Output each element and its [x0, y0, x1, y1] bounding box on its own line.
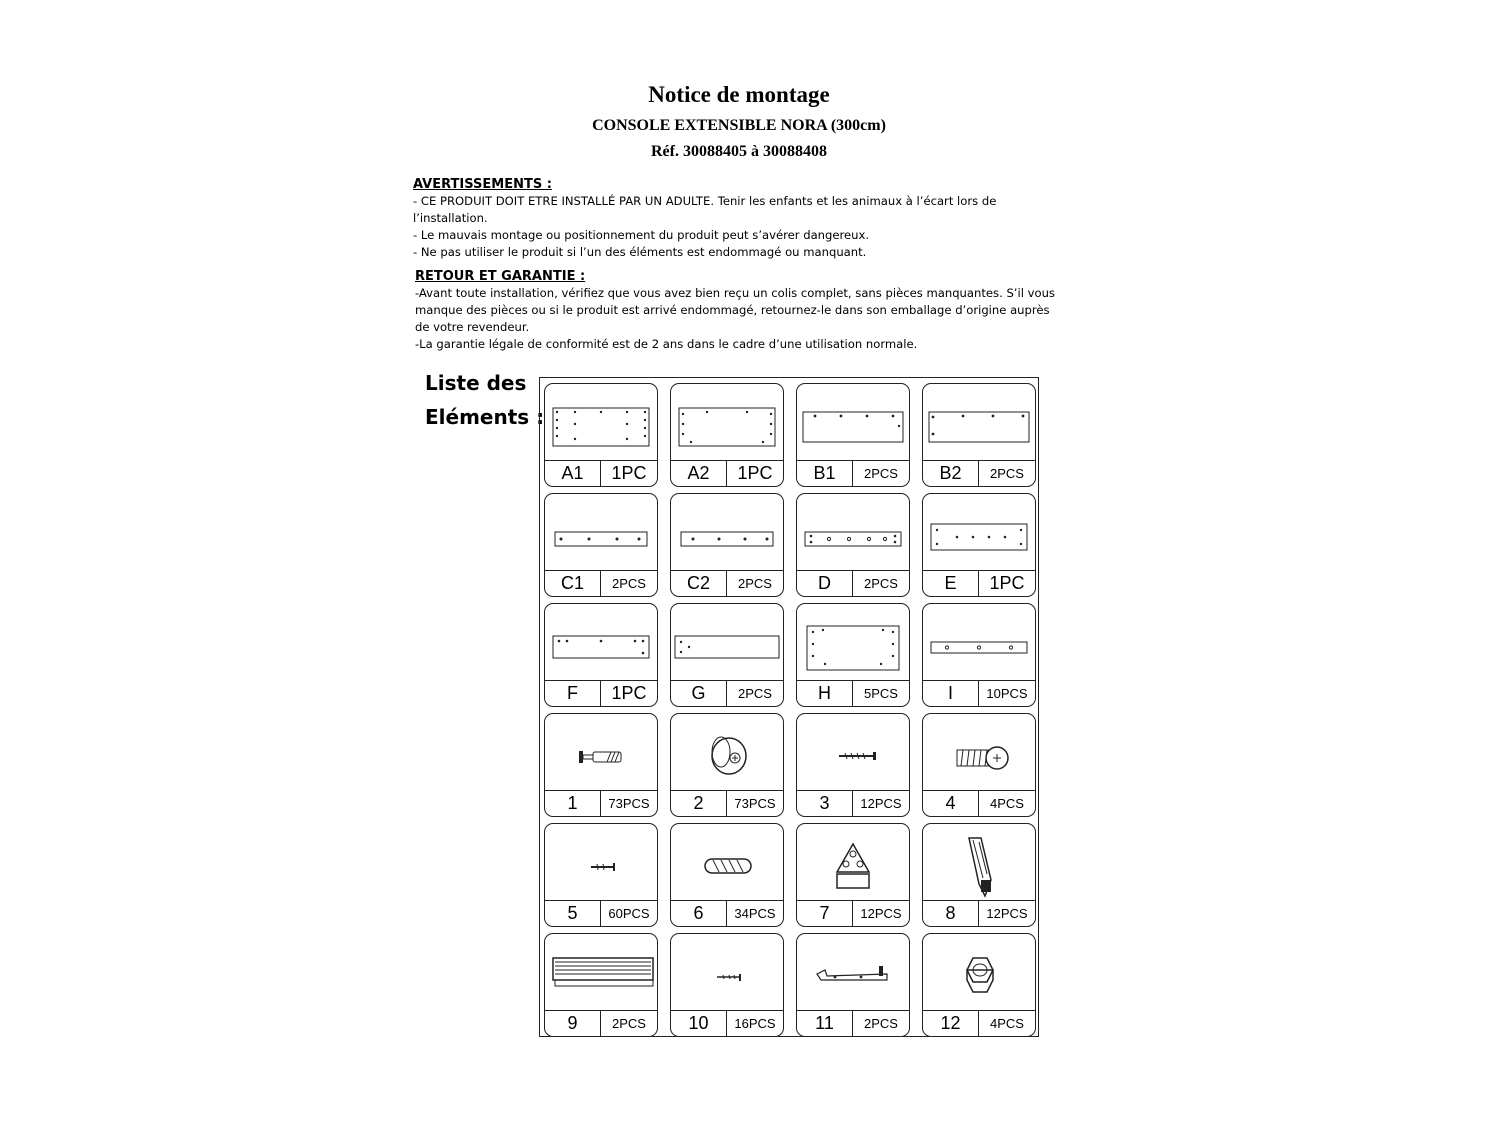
part-quantity: 2PCS — [612, 576, 646, 591]
part-label-row — [797, 570, 909, 596]
part-card — [922, 493, 1036, 597]
part-label-row — [671, 1010, 783, 1036]
part-card — [670, 493, 784, 597]
part-card — [922, 383, 1036, 487]
panel-f-icon — [545, 604, 657, 682]
part-label-row — [923, 460, 1035, 486]
warranty-title: RETOUR ET GARANTIE : — [415, 269, 586, 284]
part-card — [922, 713, 1036, 817]
warnings-section — [413, 176, 996, 261]
part-label-row — [545, 680, 657, 706]
part-label-row — [671, 790, 783, 816]
part-code: H — [797, 681, 853, 706]
panel-b2-icon — [923, 384, 1035, 462]
panel-d-icon — [797, 494, 909, 572]
part-card — [796, 933, 910, 1037]
part-label-row — [671, 460, 783, 486]
part-code: 4 — [923, 791, 979, 816]
part-code: 7 — [797, 901, 853, 926]
tiny-screw-icon — [671, 934, 783, 1012]
warranty-line: manque des pièces ou si le produit est arrivé endommagé, retournez-le dans son emballage d’origine auprès — [415, 303, 1050, 317]
panel-a1-icon — [545, 384, 657, 462]
extension-slide-icon — [545, 934, 657, 1012]
part-code: C1 — [545, 571, 601, 596]
part-label-row — [797, 680, 909, 706]
part-code: E — [923, 571, 979, 596]
part-code: 9 — [545, 1011, 601, 1036]
part-label-row — [545, 790, 657, 816]
warranty-line: de votre revendeur. — [415, 320, 530, 334]
part-quantity: 4PCS — [990, 796, 1024, 811]
part-card — [544, 383, 658, 487]
panel-b1-icon — [797, 384, 909, 462]
part-label-row — [797, 790, 909, 816]
part-label-row — [797, 1010, 909, 1036]
part-quantity: 73PCS — [734, 796, 776, 811]
part-quantity: 34PCS — [734, 906, 776, 921]
part-card — [544, 493, 658, 597]
part-code: G — [671, 681, 727, 706]
part-card — [922, 603, 1036, 707]
part-label-row — [923, 570, 1035, 596]
warning-line: - CE PRODUIT DOIT ETRE INSTALLÉ PAR UN ADULTE. Tenir les enfants et les animaux à l’écart lors de — [413, 194, 997, 208]
part-card — [670, 933, 784, 1037]
part-code: 1 — [545, 791, 601, 816]
parts-grid — [539, 377, 1039, 1037]
part-label-row — [923, 680, 1035, 706]
bracket-plate-icon — [797, 824, 909, 902]
cam-bolt-icon — [545, 714, 657, 792]
part-quantity: 2PCS — [864, 1016, 898, 1031]
part-quantity: 4PCS — [990, 1016, 1024, 1031]
panel-e-icon — [923, 494, 1035, 572]
part-card — [670, 713, 784, 817]
warranty-line: -Avant toute installation, vérifiez que vous avez bien reçu un colis complet, sans pièces manquantes. S’il vous — [415, 286, 1055, 300]
part-label-row — [671, 900, 783, 926]
product-reference: Réf. 30088405 à 30088408 — [651, 143, 827, 160]
part-label-row — [671, 570, 783, 596]
document-title: Notice de montage — [648, 82, 830, 107]
panel-i-icon — [923, 604, 1035, 682]
part-code: 3 — [797, 791, 853, 816]
part-card — [796, 603, 910, 707]
part-card — [922, 823, 1036, 927]
part-card — [670, 603, 784, 707]
panel-a2-icon — [671, 384, 783, 462]
part-code: A2 — [671, 461, 727, 486]
part-quantity: 1PC — [737, 463, 773, 483]
part-quantity: 73PCS — [608, 796, 650, 811]
part-card — [670, 823, 784, 927]
part-card — [922, 933, 1036, 1037]
part-code: I — [923, 681, 979, 706]
part-quantity: 5PCS — [864, 686, 898, 701]
cam-lock-icon — [671, 714, 783, 792]
part-card — [796, 713, 910, 817]
part-card — [544, 603, 658, 707]
part-quantity: 12PCS — [860, 906, 902, 921]
part-card — [544, 713, 658, 817]
part-label-row — [923, 790, 1035, 816]
part-label-row — [923, 900, 1035, 926]
part-quantity: 2PCS — [612, 1016, 646, 1031]
machine-screw-icon — [923, 714, 1035, 792]
product-name: CONSOLE EXTENSIBLE NORA (300cm) — [592, 117, 886, 134]
part-card — [544, 823, 658, 927]
part-label-row — [545, 460, 657, 486]
hex-nut-icon — [923, 934, 1035, 1012]
parts-list-title: Liste des Eléments : — [425, 371, 545, 429]
warning-line: - Le mauvais montage ou positionnement du produit peut s’avérer dangereux. — [413, 228, 870, 242]
part-quantity: 1PC — [611, 683, 647, 703]
part-code: 5 — [545, 901, 601, 926]
part-quantity: 1PC — [611, 463, 647, 483]
part-label-row — [545, 1010, 657, 1036]
part-code: F — [545, 681, 601, 706]
part-code: 2 — [671, 791, 727, 816]
part-code: D — [797, 571, 853, 596]
part-label-row — [797, 900, 909, 926]
part-quantity: 10PCS — [986, 686, 1028, 701]
warranty-section — [415, 268, 1055, 353]
part-card — [796, 823, 910, 927]
part-quantity: 1PC — [989, 573, 1025, 593]
part-code: 6 — [671, 901, 727, 926]
part-label-row — [545, 900, 657, 926]
part-quantity: 2PCS — [990, 466, 1024, 481]
warning-line: - Ne pas utiliser le produit si l’un des éléments est endommagé ou manquant. — [413, 245, 867, 259]
wooden-dowel-icon — [671, 824, 783, 902]
part-card — [544, 933, 658, 1037]
part-quantity: 2PCS — [864, 466, 898, 481]
locking-latch-icon — [797, 934, 909, 1012]
warnings-title: AVERTISSEMENTS : — [413, 177, 552, 192]
part-code: 8 — [923, 901, 979, 926]
part-code: B2 — [923, 461, 979, 486]
part-label-row — [797, 460, 909, 486]
panel-c1-icon — [545, 494, 657, 572]
part-card — [796, 493, 910, 597]
panel-g-icon — [671, 604, 783, 682]
part-code: 12 — [923, 1011, 979, 1036]
part-card — [796, 383, 910, 487]
part-quantity: 12PCS — [860, 796, 902, 811]
long-screw-icon — [797, 714, 909, 792]
warranty-line: -La garantie légale de conformité est de 2 ans dans le cadre d’une utilisation normale. — [415, 337, 918, 351]
part-quantity: 2PCS — [738, 576, 772, 591]
part-quantity: 60PCS — [608, 906, 650, 921]
clip-fastener-icon — [923, 824, 1035, 902]
part-code: C2 — [671, 571, 727, 596]
part-code: 10 — [671, 1011, 727, 1036]
part-label-row — [545, 570, 657, 596]
part-code: B1 — [797, 461, 853, 486]
part-code: A1 — [545, 461, 601, 486]
panel-c2-icon — [671, 494, 783, 572]
panel-h-icon — [797, 604, 909, 682]
part-quantity: 16PCS — [734, 1016, 776, 1031]
part-label-row — [671, 680, 783, 706]
part-card — [670, 383, 784, 487]
part-quantity: 2PCS — [864, 576, 898, 591]
part-label-row — [923, 1010, 1035, 1036]
small-screw-icon — [545, 824, 657, 902]
part-quantity: 2PCS — [738, 686, 772, 701]
warning-line: l’installation. — [413, 211, 488, 225]
part-code: 11 — [797, 1011, 853, 1036]
part-quantity: 12PCS — [986, 906, 1028, 921]
